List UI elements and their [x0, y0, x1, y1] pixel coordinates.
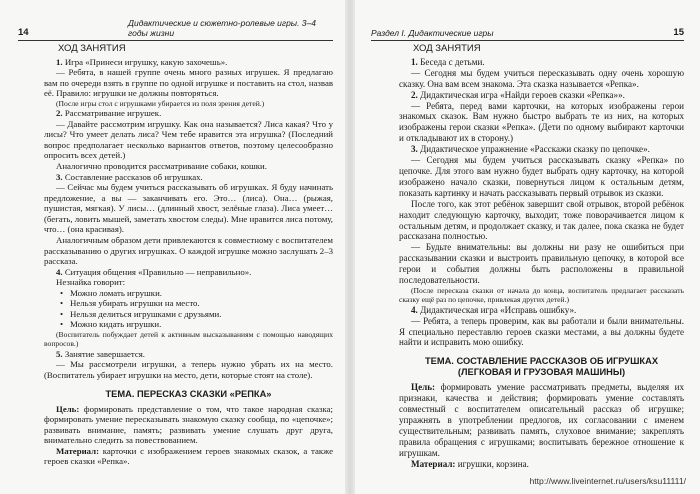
- list-item: • Можно ломать игрушки.: [60, 288, 333, 299]
- numbered-step: [44, 349, 333, 360]
- page-number: 15: [673, 27, 684, 38]
- material-text: карточки с изображением героев знакомых сказок, а также героев сказки «Репка».: [44, 445, 333, 467]
- bullet-list: [44, 288, 333, 330]
- paragraph: — Сейчас мы будем учиться рассказывать об игрушках. Я буду начинать предложение, а вы — заканчивать его. Это… (лиса). Она… (рыжая, пушистая, мягкая). У лисы… (длинный хвост, зелёные глаза). Лиса умеет… (бегать, ловить мышей, заметать хвостом следы). Мне нравится лиса потому, что… (она красивая).: [44, 182, 333, 235]
- step-number: 4.: [411, 304, 418, 315]
- material-label: Материал:: [56, 445, 100, 456]
- goal-paragraph: [399, 382, 684, 458]
- right-page-body: [399, 44, 684, 470]
- step-number: 2.: [411, 89, 418, 100]
- step-title: Дидактическая игра «Исправь ошибку».: [420, 304, 577, 315]
- right-page: [355, 0, 700, 494]
- teacher-note: (После пересказа сказки от начала до конца, воспитатель предлагает рассказать сказку ещё раз по цепочке, привлекая других детей.): [399, 285, 684, 305]
- book-gutter: [345, 0, 355, 494]
- step-number: 5.: [56, 348, 63, 359]
- goal-text: формировать умение рассматривать предметы, выделяя их признаки, качества и действия; формировать умение составлять совместный с воспитателем описательный рассказ об игрушке; упражнять в употреблении предлогов, их согласовании с именем существительным; развивать память, слуховое внимание; закреплять правила обращения с игрушками; воспитывать бережное отношение к игрушкам.: [399, 382, 684, 458]
- paragraph: — Мы рассмотрели игрушки, а теперь нужно убрать их на место. (Воспитатель убирает игрушки на место, дети, которые стоят на столе).: [44, 359, 333, 380]
- paragraph: — Давайте рассмотрим игрушку. Как она называется? Лиса какая? Что у лисы? Что умеет делать лиса? Чем тебе нравится эта игрушка? (Последний вопрос предполагает несколько вариантов ответов, поэтому целесообразно опросить всех детей.): [44, 118, 333, 161]
- step-title: Занятие завершается.: [64, 348, 146, 359]
- goal-text: формировать представление о том, что такое народная сказка; формировать умение пересказывать знакомую сказку сообща, по «цепочке»; развивать внимание, память; развивать умение слушать друг друга, внимательно следить за повествованием.: [44, 403, 333, 446]
- numbered-step: [399, 305, 684, 316]
- section-heading: ХОД ЗАНЯТИЯ: [413, 43, 481, 54]
- step-title: Беседа с детьми.: [420, 56, 485, 67]
- paragraph: — Будьте внимательны: вы должны ни разу не ошибиться при рассказывании сказки и выстроить правильную цепочку, в которой все герои и события должны быть расположены в правильной последовательности.: [399, 242, 684, 286]
- watermark-url: http://www.liveinternet.ru/users/ksu11111/: [529, 476, 686, 486]
- paragraph: Незнайка говорит:: [56, 277, 126, 288]
- numbered-step: [44, 57, 333, 68]
- step-number: 1.: [56, 56, 63, 67]
- running-title: Раздел I. Дидактические игры: [371, 28, 494, 38]
- numbered-step: [399, 90, 684, 101]
- numbered-step: [44, 267, 333, 278]
- teacher-note: (Воспитатель побуждает детей к активным высказываниям с помощью наводящих вопросов.): [44, 330, 333, 349]
- right-page-header: [371, 26, 684, 41]
- paragraph: — Сегодня мы будем учиться рассказывать сказку «Репка» по цепочке. Для этого вам нужно будет выбрать одну карточку, на которой изображено начало сказки, повернуться лицом к остальным детям, показать картинку и начать рассказывать первый отрывок из сказки.: [399, 155, 684, 198]
- left-page-body: [44, 44, 333, 467]
- step-number: 3.: [56, 171, 63, 182]
- material-paragraph: [399, 459, 684, 470]
- goal-label: Цель:: [56, 403, 80, 414]
- numbered-step: [44, 108, 333, 119]
- running-title: Дидактические и сюжетно-ролевые игры. 3–4 годы жизни: [128, 18, 316, 38]
- lesson-steps: [399, 57, 684, 348]
- step-title: Составление рассказов об игрушках.: [64, 171, 203, 182]
- paragraph: — Сегодня мы будем учиться пересказывать одну очень хорошую сказку. Она вам всем знакома. Эта сказка называется «Репка».: [399, 67, 684, 89]
- paragraph: Аналогично проводится рассматривание собаки, кошки.: [56, 161, 267, 172]
- material-paragraph: [44, 446, 333, 467]
- material-text: игрушки, корзина.: [457, 458, 529, 469]
- list-item: • Нельзя убирать игрушки на место.: [60, 298, 333, 309]
- step-title: Дидактическое упражнение «Расскажи сказку по цепочке».: [420, 144, 650, 155]
- paragraph: — Ребята, а теперь проверим, как вы работали и были внимательны. Я специально переставлю героев сказки местами, а вы должны будете найти и исправить мою ошибку.: [399, 315, 684, 348]
- paragraph: После того, как этот ребёнок завершит свой отрывок, второй ребёнок находит следующую карточку, выходит, тоже поворачивается лицом к остальным детям, и продолжает сказку, и так далее, пока сказка не будет рассказана полностью.: [399, 198, 684, 242]
- section-heading: ХОД ЗАНЯТИЯ: [58, 43, 126, 54]
- list-item: • Можно кидать игрушки.: [60, 319, 333, 330]
- step-title: Игра «Принеси игрушку, какую захочешь».: [64, 56, 228, 67]
- step-number: 2.: [56, 108, 63, 119]
- paragraph: — Ребята, в нашей группе очень много разных игрушек. Я предлагаю вам по очереди взять в группе по одной игрушке и поставить на стол, назвав её. Правило: игрушки не должны повторяться.: [44, 67, 333, 99]
- step-title: Дидактическая игра «Найди героев сказки «Репка»».: [420, 89, 625, 100]
- step-number: 4.: [56, 266, 63, 277]
- step-title: Ситуация общения «Правильно — неправильно».: [64, 266, 252, 277]
- lesson-steps: [44, 57, 333, 381]
- numbered-step: [44, 172, 333, 183]
- paragraph: Аналогичным образом дети привлекаются к совместному с воспитателем рассказыванию о других игрушках. О каждой игрушке можно заслушать 2–3 рассказа.: [44, 234, 333, 267]
- teacher-note: (После игры стол с игрушками убирается из поля зрения детей.): [56, 98, 265, 108]
- step-number: 3.: [411, 144, 418, 155]
- numbered-step: [399, 57, 684, 68]
- theme-title: [399, 356, 684, 378]
- step-title: Рассматривание игрушек.: [64, 108, 162, 119]
- goal-label: Цель:: [411, 382, 436, 393]
- material-label: Материал:: [411, 458, 456, 469]
- theme-title: ТЕМА. ПЕРЕСКАЗ СКАЗКИ «РЕПКА»: [105, 388, 272, 399]
- goal-paragraph: [44, 404, 333, 446]
- numbered-step: [399, 144, 684, 155]
- theme-title-line1: ТЕМА. СОСТАВЛЕНИЕ РАССКАЗОВ ОБ ИГРУШКАХ: [424, 356, 659, 367]
- page-number: 14: [18, 27, 29, 38]
- theme-title-line2: (ЛЕГКОВАЯ И ГРУЗОВАЯ МАШИНЫ): [457, 367, 626, 378]
- left-page: [0, 0, 345, 494]
- step-number: 1.: [411, 56, 418, 67]
- list-item: • Нельзя делиться игрушками с друзьями.: [60, 309, 333, 320]
- paragraph: — Ребята, перед вами карточки, на которых изображены герои знакомых сказок. Вам нужно быстро выбрать те из них, на которых изображены герои сказки «Репка». (Дети по одному выбирают карточки и откладывают их в сторону.): [399, 100, 684, 144]
- left-page-header: [18, 18, 333, 41]
